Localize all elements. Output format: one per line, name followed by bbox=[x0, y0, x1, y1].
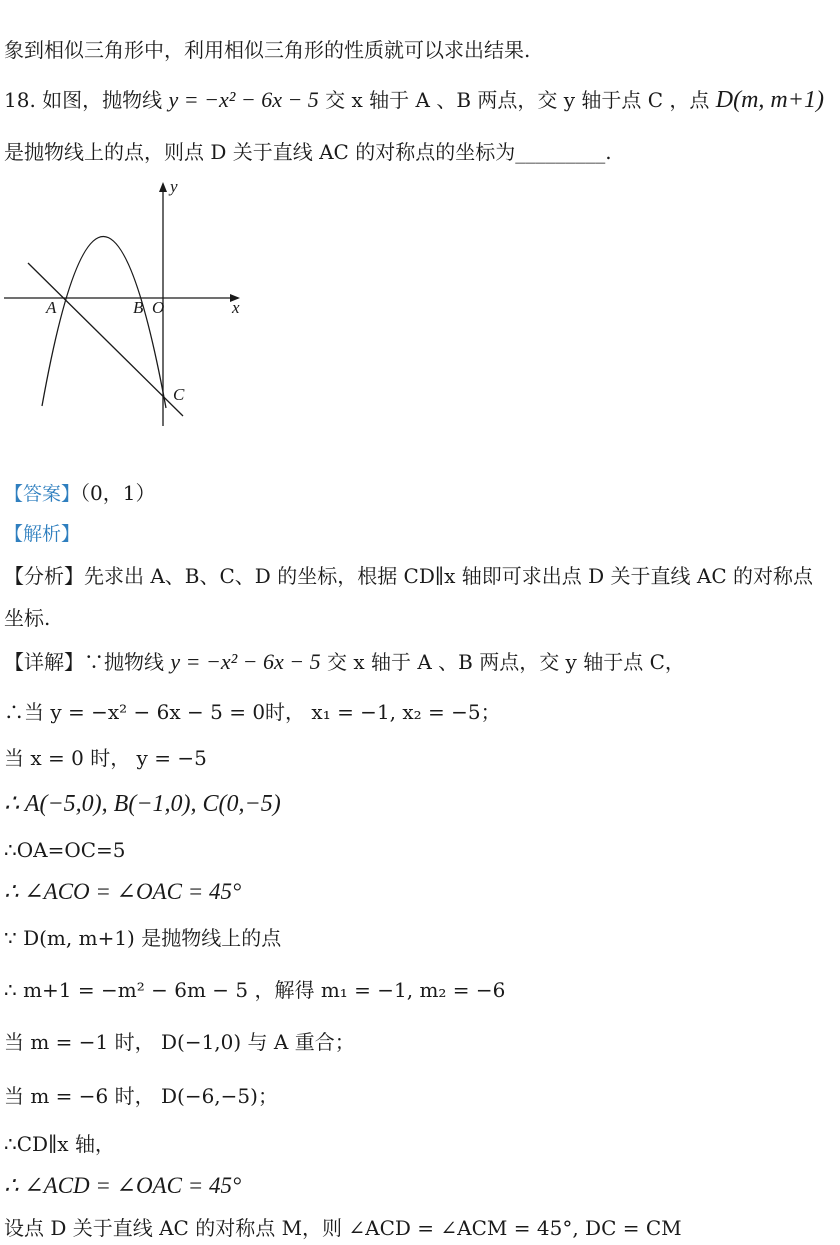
detail-line10: 当 m = −6 时， D(−6,−5)； bbox=[4, 1084, 278, 1108]
question-text-part: 交 x 轴于 A 、B 两点，交 y 轴于点 C ，点 bbox=[318, 88, 716, 112]
y-axis-arrow-icon bbox=[159, 182, 167, 192]
text-line-intro: 象到相似三角形中，利用相似三角形的性质就可以求出结果. bbox=[4, 38, 531, 62]
detail-line2: ∴当 y = −x² − 6x − 5 = 0时， x₁ = −1, x₂ = −5； bbox=[4, 700, 501, 724]
detail-line3: 当 x = 0 时， y = −5 bbox=[4, 746, 207, 770]
label-c: C bbox=[173, 385, 185, 404]
question-text-part: 18. 如图，抛物线 bbox=[4, 88, 169, 112]
analysis-line2: 坐标. bbox=[4, 606, 51, 630]
detail-line13: 设点 D 关于直线 AC 的对称点 M，则 ∠ACD = ∠ACM = 45°, DC = CM bbox=[4, 1216, 682, 1240]
label-y: y bbox=[170, 177, 178, 196]
detail-line9: 当 m = −1 时， D(−1,0) 与 A 重合； bbox=[4, 1030, 355, 1054]
parabola-curve bbox=[42, 236, 166, 408]
parabola-equation: y = −x² − 6x − 5 bbox=[170, 649, 321, 674]
question-18-line1 bbox=[4, 86, 824, 114]
detail-line1 bbox=[4, 648, 685, 676]
parabola-equation: y = −x² − 6x − 5 bbox=[168, 87, 319, 112]
detail-line6: ∴ ∠ACO = ∠OAC = 45° bbox=[4, 879, 242, 904]
label-b: B bbox=[133, 298, 144, 317]
detail-line7: ∵ D(m, m+1) 是抛物线上的点 bbox=[4, 926, 282, 950]
detail-text-part: 【详解】∵抛物线 bbox=[4, 650, 171, 674]
detail-text-part: 交 x 轴于 A 、B 两点，交 y 轴于点 C， bbox=[320, 650, 685, 674]
point-d-expression: D(m, m+1) bbox=[715, 87, 824, 113]
label-a: A bbox=[46, 298, 57, 317]
detail-line12: ∴ ∠ACD = ∠OAC = 45° bbox=[4, 1173, 242, 1198]
question-18-line2: 是抛物线上的点，则点 D 关于直线 AC 的对称点的坐标为_________. bbox=[4, 140, 612, 164]
label-o: O bbox=[152, 298, 165, 317]
analysis-line1: 【分析】先求出 A、B、C、D 的坐标，根据 CD∥x 轴即可求出点 D 关于直线 AC 的对称点 bbox=[4, 564, 813, 588]
answer-tag: 【答案】 bbox=[4, 483, 81, 505]
line-ac bbox=[28, 263, 183, 416]
analysis-heading bbox=[4, 519, 80, 548]
detail-line8: ∴ m+1 = −m² − 6m − 5 ，解得 m₁ = −1, m₂ = −6 bbox=[4, 978, 506, 1002]
answer-line bbox=[4, 479, 155, 508]
answer-value: （0，1） bbox=[80, 481, 156, 505]
label-x: x bbox=[232, 298, 240, 317]
analysis-tag: 【解析】 bbox=[4, 523, 81, 545]
detail-line4: ∴ A(−5,0), B(−1,0), C(0,−5) bbox=[4, 791, 281, 817]
parabola-figure bbox=[0, 176, 260, 436]
detail-line11: ∴CD∥x 轴， bbox=[4, 1132, 115, 1156]
detail-line5: ∴OA=OC=5 bbox=[4, 838, 126, 862]
